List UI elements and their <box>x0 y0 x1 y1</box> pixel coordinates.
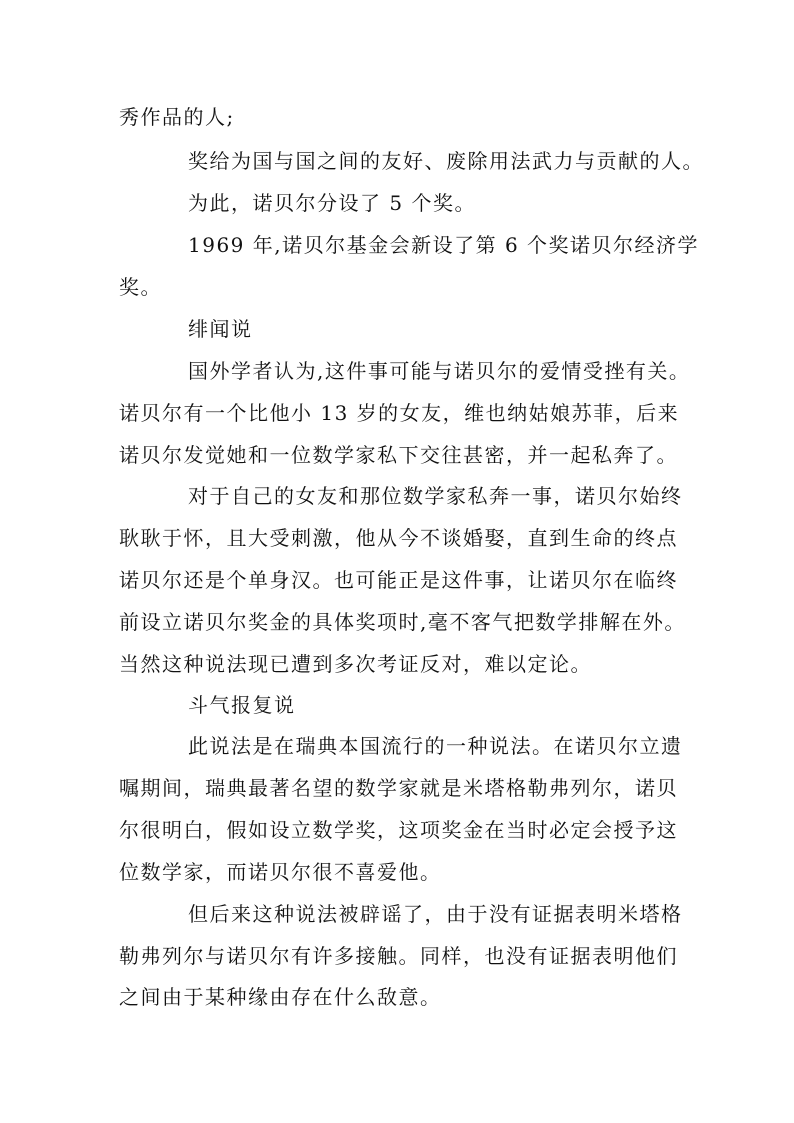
paragraph-line: 秀作品的人; <box>119 105 235 129</box>
paragraph-line: 奖。 <box>119 275 162 299</box>
paragraph-line: 为此，诺贝尔分设了 5 个奖。 <box>188 191 476 215</box>
paragraph-line: 诺贝尔有一个比他小 13 岁的女友，维也纳姑娘苏菲，后来 <box>119 401 680 425</box>
paragraph-line: 勒弗列尔与诺贝尔有许多接触。同样，也没有证据表明他们 <box>119 944 678 968</box>
paragraph-line: 当然这种说法现已遭到多次考证反对，难以定论。 <box>119 652 592 676</box>
paragraph-line: 1969 年,诺贝尔基金会新设了第 6 个奖诺贝尔经济学 <box>188 233 700 257</box>
paragraph-line: 但后来这种说法被辟谣了，由于没有证据表明米塔格 <box>188 902 683 926</box>
paragraph-line: 嘱期间，瑞典最著名望的数学家就是米塔格勒弗列尔，诺贝 <box>119 776 678 800</box>
paragraph-line: 诺贝尔还是个单身汉。也可能正是这件事，让诺贝尔在临终 <box>119 568 678 592</box>
paragraph-line: 耿耿于怀，且大受刺激，他从今不谈婚娶，直到生命的终点 <box>119 526 678 550</box>
section-heading: 斗气报复说 <box>188 693 296 717</box>
paragraph-line: 位数学家，而诺贝尔很不喜爱他。 <box>119 860 442 884</box>
section-heading: 绯闻说 <box>188 317 253 341</box>
paragraph-line: 尔很明白，假如设立数学奖，这项奖金在当时必定会授予这 <box>119 818 678 842</box>
paragraph-line: 前设立诺贝尔奖金的具体奖项时,毫不客气把数学排解在外。 <box>119 610 686 634</box>
paragraph-line: 之间由于某种缘由存在什么敌意。 <box>119 985 442 1009</box>
paragraph-line: 诺贝尔发觉她和一位数学家私下交往甚密，并一起私奔了。 <box>119 443 678 467</box>
paragraph-line: 奖给为国与国之间的友好、废除用法武力与贡献的人。 <box>188 149 704 173</box>
paragraph-line: 国外学者认为,这件事可能与诺贝尔的爱情受挫有关。 <box>188 359 691 383</box>
paragraph-line: 对于自己的女友和那位数学家私奔一事，诺贝尔始终 <box>188 484 683 508</box>
paragraph-line: 此说法是在瑞典本国流行的一种说法。在诺贝尔立遗 <box>188 734 683 758</box>
